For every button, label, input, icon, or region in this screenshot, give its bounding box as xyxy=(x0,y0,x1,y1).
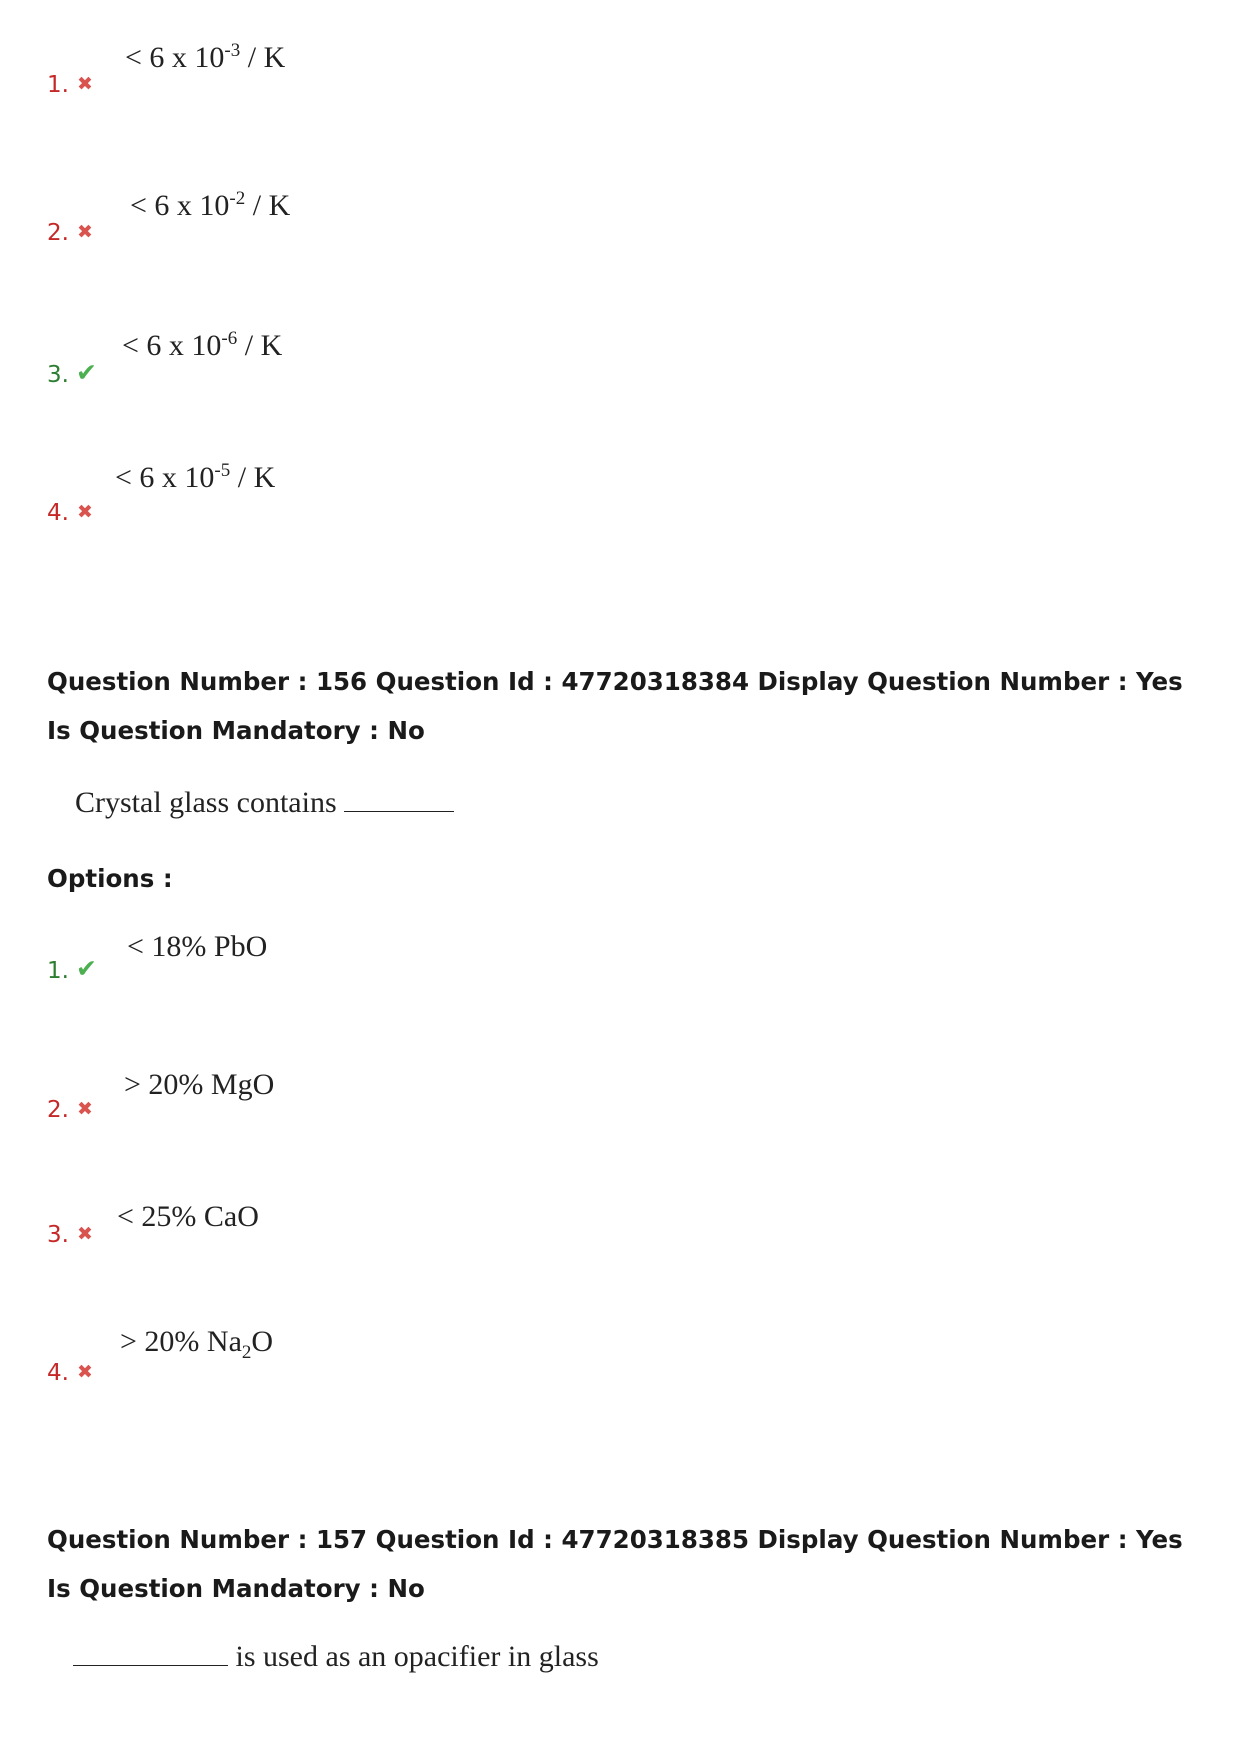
option-text: < 6 x $10^{-2}$ / K xyxy=(130,188,291,222)
option-text: < 6 x $10^{-3}$ / K xyxy=(125,40,286,74)
check-icon: ✔ xyxy=(76,954,97,983)
cross-icon: ✖ xyxy=(77,501,93,523)
option-text: > 20% MgO xyxy=(124,1068,275,1101)
cross-icon: ✖ xyxy=(77,1361,93,1383)
option-number: 1. xyxy=(47,958,69,984)
question-header: Question Number : 156 Question Id : 47720318384 Display Question Number : Yes Is Question Mandatory : No xyxy=(47,667,1183,745)
answer-blank xyxy=(73,1643,228,1666)
question-text: Crystal glass contains xyxy=(75,786,454,820)
option-number: 3. xyxy=(47,1222,69,1248)
option-number: 2. xyxy=(47,220,69,246)
cross-icon: ✖ xyxy=(77,1223,93,1245)
option-number: 2. xyxy=(47,1097,69,1123)
option-text: > 20% $Na_2O$ xyxy=(120,1325,274,1363)
question-text: is used as an opacifier in glass xyxy=(73,1640,599,1674)
check-icon: ✔ xyxy=(76,358,97,387)
option-number: 4. xyxy=(47,1360,69,1386)
option-number: 3. xyxy=(47,362,69,388)
cross-icon: ✖ xyxy=(77,221,93,243)
cross-icon: ✖ xyxy=(77,1098,93,1120)
option-text: < 6 x $10^{-6}$ / K xyxy=(122,328,283,362)
cross-icon: ✖ xyxy=(77,73,93,95)
option-text: < 25% CaO xyxy=(117,1200,259,1233)
option-text: < 6 x $10^{-5}$ / K xyxy=(115,460,276,494)
options-label: Options : xyxy=(47,864,173,893)
option-text: < 18% PbO xyxy=(127,930,268,963)
question-header: Question Number : 157 Question Id : 47720318385 Display Question Number : Yes Is Question Mandatory : No xyxy=(47,1525,1183,1603)
option-number: 1. xyxy=(47,72,69,98)
answer-blank xyxy=(344,789,454,812)
option-number: 4. xyxy=(47,500,69,526)
